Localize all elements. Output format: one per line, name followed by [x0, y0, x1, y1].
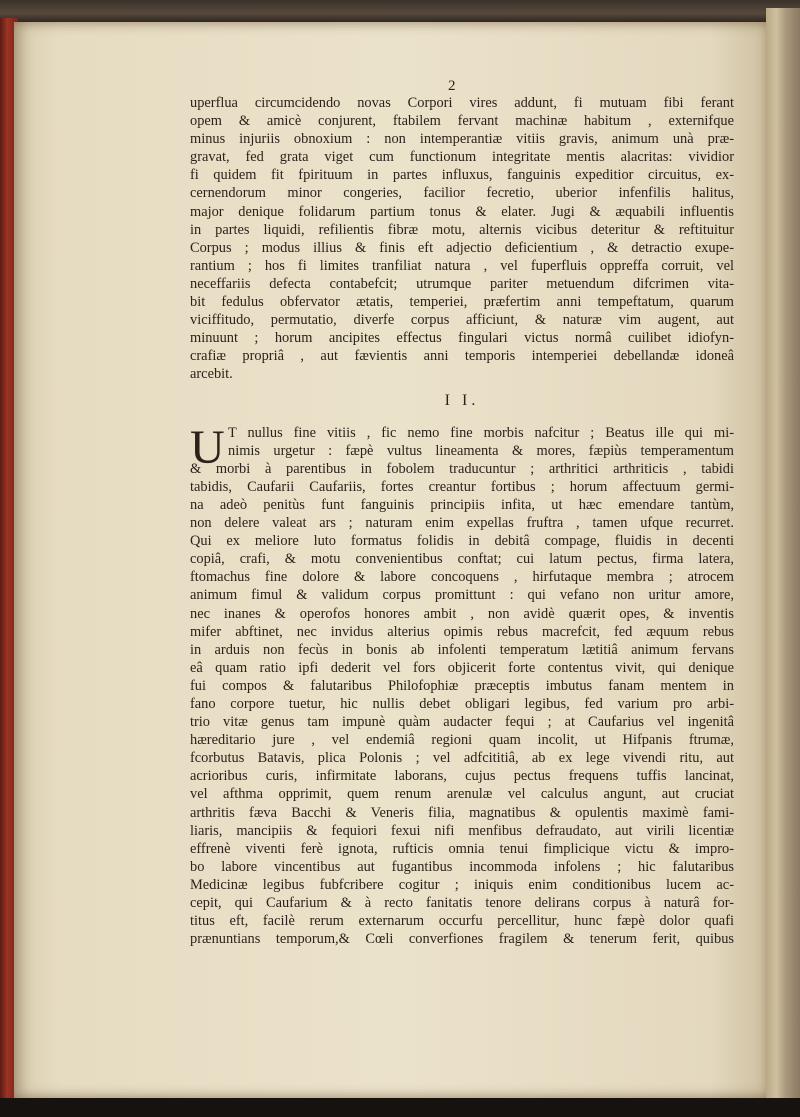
section-heading: I I.: [444, 391, 480, 409]
text-line: ftomachus fine dolore & labore concoquens , hirfutaque membra ; atrocem: [190, 569, 734, 586]
page-number: 2: [448, 78, 456, 94]
book-fore-edge: [766, 8, 800, 1108]
text-line: rantium ; hos fi limites tranfiliat natura , vel fuperfluis oppreffa corruit, vel: [190, 257, 734, 274]
text-line: effrenè viventi ferè ignota, rufticis omnia tenui fimplicique victu & impro-: [190, 840, 734, 857]
text-line: minuunt ; horum ancipites effectus fingulari victus normâ cuilibet idiofyn-: [190, 330, 734, 347]
body-text: [190, 94, 734, 948]
text-line: viciffitudo, permutatio, diverfe corpus afficiunt, & naturæ vim augent, aut: [190, 312, 734, 329]
text-line: Qui ex meliore luto formatus folidis in debitâ compage, fluidis in decenti: [190, 533, 734, 550]
text-line: cepit, qui Caufarium & à recto fanitatis tenore delirans corpus à naturâ for-: [190, 895, 734, 912]
text-line: bo labore vincentibus aut fugantibus incommoda infolens ; hic falutaribus: [190, 858, 734, 875]
text-line: titus eft, facilè rerum externarum occurfu percellitur, hunc fæpè dolor quafi: [190, 913, 734, 930]
text-line: fi quidem fit fpirituum in partes influxus, fanguinis expeditior circuitus, ex-: [190, 167, 734, 184]
text-line: in arduis non fecùs in bonis ab infolenti temperatum lætitiâ animum fervans: [190, 641, 734, 658]
paragraph-1: [190, 94, 734, 384]
text-line: nec inanes & operofos honores ambit , non avidè quærit opes, & inventis: [190, 605, 734, 622]
text-line: eâ quam ratio ipfi dederit vel fors objicerit forte contentus vivit, qui denique: [190, 659, 734, 676]
text-line: fano corpore tuetur, hic nullis debet obligari legibus, fed varium pro arbi-: [190, 696, 734, 712]
text-line: crafiæ propriâ , aut fævientis anni temporis intemperiei debellandæ idoneâ: [190, 348, 734, 365]
text-line: gravat, fed grata viget cum functionum integritate mentis alacritas: vividior: [190, 149, 734, 166]
text-line: Medicinæ legibus fubfcribere cogitur ; iniquis enim conditionibus lucem ac-: [190, 876, 734, 893]
text-line: fui compos & falutaribus Philofophiæ præceptis imbutus fanam mentem in: [190, 677, 734, 694]
text-line: tabidis, Caufarii Caufariis, fortes creantur fortibus ; horum affectuum germi-: [190, 478, 734, 495]
text-line: acrioribus curis, infirmitate laborans, cujus pectus frequens tuffis lancinat,: [190, 768, 734, 785]
text-line: animum fimul & validum corpus promittunt : qui vefano non uritur amore,: [190, 587, 734, 604]
book-top-edge: [0, 0, 800, 22]
text-line: mifer abftinet, nec invidus alterius opimis rebus macrefcit, fed æquum rebus: [190, 623, 734, 640]
text-line: major denique folidarum partium tonus & elater. Jugi & æquabili influentis: [190, 203, 734, 220]
text-line: trio vitæ genus tam impunè quàm audacter fequi ; at Caufarius vel ingenitâ: [190, 714, 734, 731]
text-line: non delere valeat ars ; naturam enim expellas fruftra , tamen ufque recurret.: [190, 515, 734, 532]
text-line: fcorbutus Batavis, plica Polonis ; vel adfcititiâ, ab ex lege vivendi ritu, aut: [190, 750, 734, 767]
text-line: Corpus ; modus illius & finis eft adjectio deficientium , & detractio exupe-: [190, 239, 734, 256]
text-line: in partes liquidi, refilientis fibræ motu, alternis vicibus deteritur & reftituitur: [190, 221, 734, 238]
text-line: cernendorum minor congeries, facilior fecretio, uberior infenfilis halitus,: [190, 185, 734, 202]
text-line: vel afthma opprimit, quem renum arenulæ vel calculus angunt, aut cruciat: [190, 786, 734, 803]
text-line: arcebit.: [190, 366, 233, 383]
text-line: neceffariis defecta contabefcit; utrumque pariter metuendum difcrimen vita-: [190, 275, 734, 292]
paragraph-2: [190, 460, 734, 949]
text-line: bit fedulus obfervator ætatis, temperiei, præfertim anni tempeftatum, quarum: [190, 294, 734, 311]
text-line: liaris, mancipiis & fequiori fexui nifi menfibus defraudato, aut virili licentiæ: [190, 822, 734, 839]
book-bottom-edge: [0, 1098, 800, 1117]
text-line: & morbi à parentibus in fobolem traducuntur ; arthritici arthriticis , tabidi: [190, 460, 734, 477]
text-line: hæreditario jure , vel endemiâ regioni quam incolit, ut Hifpanis ftrumæ,: [190, 732, 734, 749]
text-line: uperflua circumcidendo novas Corpori vires addunt, fi mutuam fibi ferant: [190, 95, 734, 111]
text-line: copiâ, crafi, & motu convenientibus conftat; cui latum pectus, firma latera,: [190, 551, 734, 568]
drop-cap: U: [190, 420, 225, 474]
text-line: minus injuriis obnoxium : non intemperantiæ vitiis gravis, animum unà præ-: [190, 131, 734, 148]
paragraph-2-indented-lines: [190, 424, 734, 460]
text-line: prænuntians temporum,& Cœli converfiones fragilem & tenerum ferit, quibus: [190, 931, 734, 948]
text-line: opem & amicè conjurent, ftabilem fervant machinæ habitum , externifque: [190, 113, 734, 130]
text-line: na adeò penitùs funt fanguinis principiis infita, ut hæc emendare tantùm,: [190, 496, 734, 513]
text-line: nimis urgetur : fæpè vultus lineamenta & mores, fæpiùs temperamentum: [228, 442, 734, 459]
text-line: arthritis fæva Bacchi & Veneris filia, magnatibus & opulentis maximè fami-: [190, 804, 734, 821]
text-line: T nullus fine vitiis , fic nemo fine morbis nafcitur ; Beatus ille qui mi-: [228, 424, 734, 441]
